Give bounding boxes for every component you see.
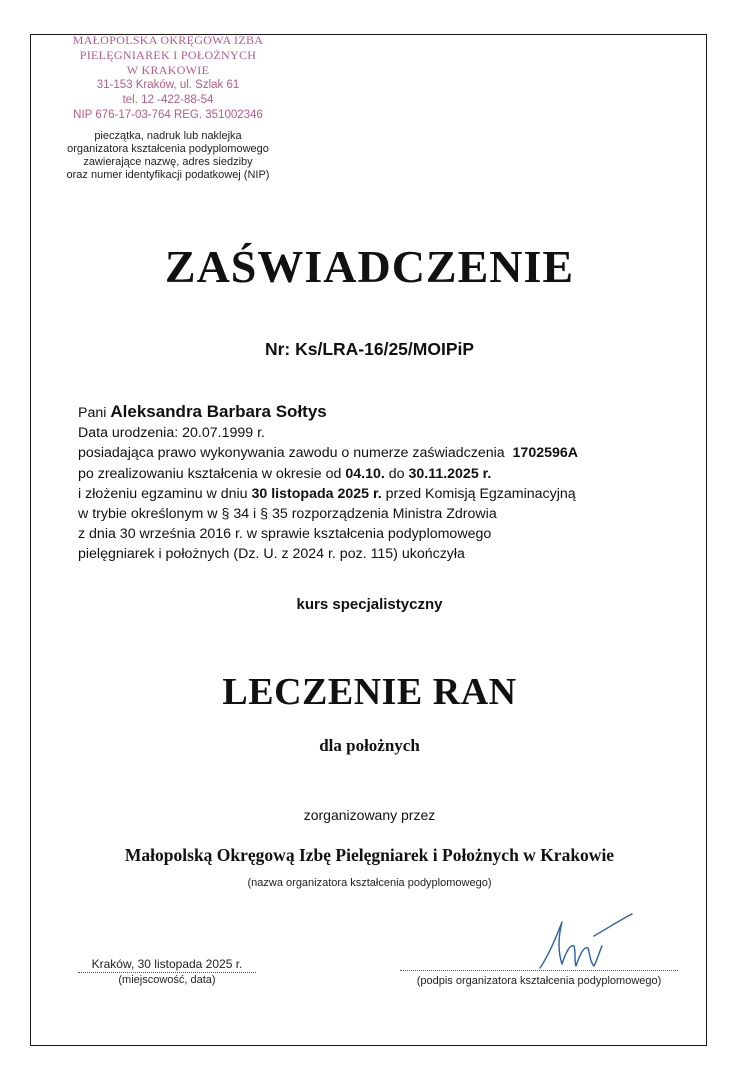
stamp-line-1: MAŁOPOLSKA OKRĘGOWA IZBA	[72, 33, 264, 47]
regulation-line: w trybie określonym w § 34 i § 35 rozporządzenia Ministra Zdrowia	[78, 506, 497, 523]
recipient-line	[78, 402, 698, 423]
regulation-line: pielęgniarek i położnych (Dz. U. z 2024 r. poz. 115) ukończyła	[78, 546, 465, 563]
salutation: Pani	[78, 405, 107, 421]
stamp-address: 31-153 Kraków, ul. Szlak 61	[96, 79, 240, 91]
birth-label: Data urodzenia:	[78, 425, 179, 442]
signature-line	[400, 970, 678, 971]
stamp-ids: NIP 676-17-03-764 REG. 351002346	[73, 109, 263, 121]
stamp-caption-line: organizatora kształcenia podyplomowego	[67, 143, 269, 155]
stamp-line-3: W KRAKOWIE	[126, 63, 210, 77]
place-date-value: Kraków, 30 listopada 2025 r.	[78, 957, 256, 973]
birth-line	[78, 423, 698, 443]
stamp-caption-line: zawierające nazwę, adres siedziby	[83, 156, 253, 168]
exam-line	[78, 484, 698, 504]
document-title: ZAŚWIADCZENIE	[164, 241, 575, 292]
license-number: 1702596A	[512, 445, 579, 462]
signature-caption: (podpis organizatora kształcenia podyplomowego)	[416, 975, 662, 987]
stamp-caption-line: pieczątka, nadruk lub naklejka	[94, 130, 242, 142]
organized-by-label: zorganizowany przez	[303, 807, 436, 823]
exam-text-after: przed Komisją Egzaminacyjną	[385, 485, 576, 502]
handwritten-signature	[528, 908, 638, 976]
place-date	[78, 957, 256, 986]
organizer-caption: (nazwa organizatora kształcenia podyplomowego)	[247, 877, 492, 889]
period-from: 04.10.	[345, 465, 385, 482]
regulation-line: z dnia 30 września 2016 r. w sprawie kształcenia podyplomowego	[78, 526, 492, 543]
stamp-line-2: PIELĘGNIAREK I POŁOŻNYCH	[79, 48, 257, 62]
exam-date: 30 listopada 2025 r.	[251, 485, 382, 502]
license-text: posiadająca prawo wykonywania zawodu o numerze zaświadczenia	[78, 445, 505, 462]
license-line	[78, 443, 698, 463]
organizer-name: Małopolską Okręgową Izbę Pielęgniarek i Położnych w Krakowie	[124, 845, 615, 865]
certificate-number: Nr: Ks/LRA-16/25/MOIPiP	[264, 339, 475, 359]
certificate-body	[78, 402, 698, 565]
course-name: LECZENIE RAN	[222, 671, 517, 713]
period-line	[78, 464, 698, 484]
place-date-caption: (miejscowość, data)	[118, 974, 216, 986]
recipient-name: Aleksandra Barbara Sołtys	[110, 402, 327, 421]
period-to-word: do	[388, 465, 405, 482]
course-kind: kurs specjalistyczny	[296, 596, 443, 613]
period-text: po zrealizowaniu kształcenia w okresie od	[78, 465, 342, 482]
stamp-caption	[18, 130, 318, 182]
period-to: 30.11.2025 r.	[408, 465, 492, 482]
stamp-phone: tel. 12 -422-88-54	[122, 94, 214, 106]
course-audience: dla położnych	[319, 736, 420, 755]
stamp-caption-line: oraz numer identyfikacji podatkowej (NIP)	[66, 169, 270, 181]
exam-text-before: i złożeniu egzaminu w dniu	[78, 485, 248, 502]
birth-date: 20.07.1999 r.	[182, 425, 265, 442]
organizer-stamp	[48, 33, 288, 123]
